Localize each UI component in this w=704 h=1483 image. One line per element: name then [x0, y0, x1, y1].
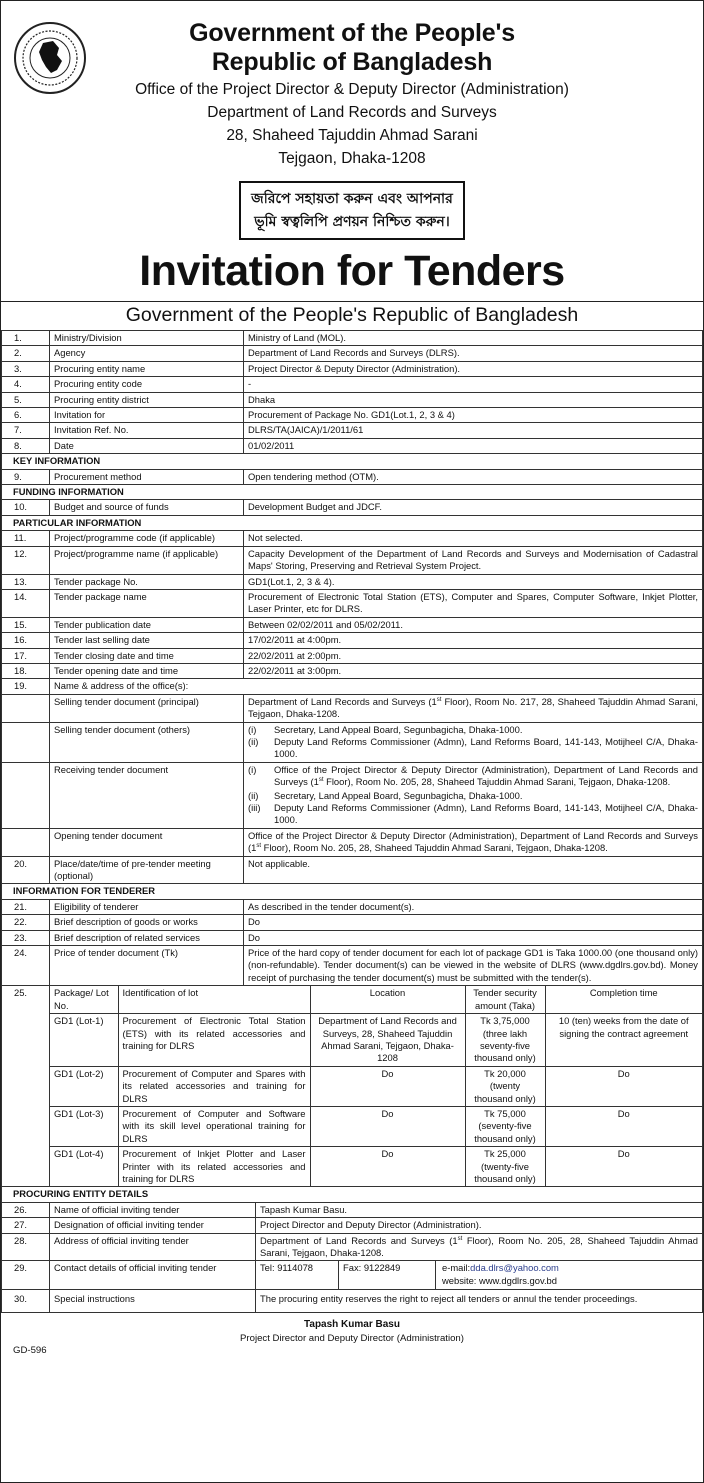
- lot-number: GD1 (Lot-2): [50, 1066, 118, 1106]
- row-label: Tender publication date: [50, 617, 244, 632]
- website-text: website: www.dgdlrs.gov.bd: [442, 1274, 557, 1286]
- row-label: Designation of official inviting tender: [50, 1218, 256, 1233]
- table-row: [2, 1203, 703, 1218]
- lot-identification: Procurement of Computer and Software with its skill level operational training for DLRS: [118, 1106, 310, 1146]
- row-number: 26.: [2, 1203, 50, 1218]
- row-value: Dhaka: [244, 392, 703, 407]
- list-text: Secretary, Land Appeal Board, Segunbagicha, Dhaka-1000.: [274, 789, 523, 801]
- notice-header: [1, 1, 703, 301]
- table-row: [2, 361, 703, 376]
- row-value: DLRS/TA(JAICA)/1/2011/61: [244, 423, 703, 438]
- row-number: 29.: [2, 1261, 50, 1290]
- table-row: [2, 546, 703, 574]
- gov-line: Government of the People's Republic of Bangladesh: [1, 301, 703, 330]
- row-number: 27.: [2, 1218, 50, 1233]
- row-label: Project/programme name (if applicable): [50, 546, 244, 574]
- contact-tel: Tel: 9114078: [256, 1261, 339, 1289]
- section-tenderer-info: INFORMATION FOR TENDERER: [2, 884, 703, 899]
- row-value: 22/02/2011 at 2:00pm.: [244, 648, 703, 663]
- row-label: Ministry/Division: [50, 331, 244, 346]
- signer-designation: Project Director and Deputy Director (Administration): [240, 1332, 464, 1344]
- lot-location: Do: [310, 1147, 465, 1187]
- list-text: Secretary, Land Appeal Board, Segunbagicha, Dhaka-1000.: [274, 723, 523, 735]
- selling-principal-a: Department of Land Records and Surveys (1: [248, 695, 437, 707]
- section-funding-info: FUNDING INFORMATION: [2, 485, 703, 500]
- lot-location: Department of Land Records and Surveys, 28, Shaheed Tajuddin Ahmad Sarani, Tejgaon, Dhaka-1208: [310, 1014, 465, 1067]
- superscript-st: st: [457, 1235, 463, 1242]
- table-row: [2, 828, 703, 856]
- lot-security: Tk 3,75,000 (three lakh seventy-five thousand only): [465, 1014, 545, 1067]
- row-number: 22.: [2, 915, 50, 930]
- row-value: [244, 828, 703, 856]
- lots-header: Identification of lot: [118, 986, 310, 1013]
- section-heading: [2, 884, 703, 899]
- selling-principal-b: Floor), Room No. 217, 28, Shaheed Tajuddin Ahmad Sarani, Tejgaon, Dhaka-1208.: [248, 695, 698, 720]
- row-number: 2.: [2, 346, 50, 361]
- row-value: 17/02/2011 at 4:00pm.: [244, 633, 703, 648]
- table-row: [2, 346, 703, 361]
- row-label: Tender closing date and time: [50, 648, 244, 663]
- superscript-st: st: [318, 777, 324, 784]
- row-number: 11.: [2, 531, 50, 546]
- row-label: Brief description of related services: [50, 930, 244, 945]
- lots-row: [2, 986, 703, 1187]
- lot-row: [50, 1106, 702, 1146]
- table-row: [2, 915, 703, 930]
- contact-fax: Fax: 9122849: [339, 1261, 436, 1289]
- table-row: [2, 1218, 703, 1233]
- row-label: Tender opening date and time: [50, 663, 244, 678]
- table-row: [2, 331, 703, 346]
- list-marker: (ii): [248, 789, 259, 801]
- main-title: Invitation for Tenders: [139, 247, 565, 295]
- table-row: [2, 617, 703, 632]
- row-label: Place/date/time of pre-tender meeting (optional): [50, 856, 244, 884]
- table-row: [2, 531, 703, 546]
- table-row: [2, 408, 703, 423]
- row-label: Contact details of official inviting tender: [50, 1261, 256, 1290]
- row-value: Department of Land Records and Surveys (DLRS).: [244, 346, 703, 361]
- row-value: [244, 722, 703, 762]
- table-row: [2, 1261, 703, 1290]
- tender-table: [1, 330, 703, 1203]
- row-number: 10.: [2, 500, 50, 515]
- row-label: Procuring entity name: [50, 361, 244, 376]
- table-row: [2, 722, 703, 762]
- row-value: Price of the hard copy of tender document for each lot of package GD1 is Taka 1000.00 (one thousand only) (non-refundable). Tender document(s) can be viewed in the website of DLRS (www.dgdlrs.gov.bd). Money receipt of purchasing the tender document(s) must be submitted with the tender(s).: [244, 946, 703, 986]
- section-procuring-entity: PROCURING ENTITY DETAILS: [2, 1187, 703, 1202]
- row-number: 13.: [2, 574, 50, 589]
- row-number: 19.: [2, 679, 50, 694]
- table-row: [2, 679, 703, 694]
- row-value: Do: [244, 915, 703, 930]
- row-value: The procuring entity reserves the right to reject all tenders or annul the tender proceedings.: [256, 1290, 703, 1312]
- row-value: Between 02/02/2011 and 05/02/2011.: [244, 617, 703, 632]
- opening-value-b: Floor), Room No. 205, 28, Shaheed Tajuddin Ahmad Sarani, Tejgaon, Dhaka-1208.: [261, 842, 608, 854]
- row-label: Address of official inviting tender: [50, 1233, 256, 1261]
- notice-code: GD-596: [13, 1344, 47, 1356]
- row-number: 30.: [2, 1290, 50, 1312]
- lot-location: Do: [310, 1106, 465, 1146]
- list-item: [248, 790, 698, 802]
- contact-details: [256, 1261, 702, 1289]
- row-label: Opening tender document: [50, 828, 244, 856]
- row-value: Ministry of Land (MOL).: [244, 331, 703, 346]
- lot-identification: Procurement of Inkjet Plotter and Laser Printer with its related accessories and training for DLRS: [118, 1147, 310, 1187]
- row-label: Procuring entity district: [50, 392, 244, 407]
- row-value: As described in the tender document(s).: [244, 899, 703, 914]
- row-number: 21.: [2, 899, 50, 914]
- row-value: Development Budget and JDCF.: [244, 500, 703, 515]
- list-text: [274, 764, 698, 789]
- row-value: Not selected.: [244, 531, 703, 546]
- address-a: Department of Land Records and Surveys (1: [260, 1234, 458, 1246]
- row-value: 22/02/2011 at 3:00pm.: [244, 663, 703, 678]
- contact-web: [436, 1261, 565, 1289]
- government-seal-icon: [13, 21, 87, 95]
- row-value: Do: [244, 930, 703, 945]
- row-number: 6.: [2, 408, 50, 423]
- lot-number: GD1 (Lot-1): [50, 1014, 118, 1067]
- row-value: Project Director & Deputy Director (Administration).: [244, 361, 703, 376]
- address-b: Floor), Room No. 205, 28, Shaheed Tajuddin Ahmad Sarani, Tejgaon, Dhaka-1208.: [260, 1234, 698, 1258]
- lot-number: GD1 (Lot-3): [50, 1106, 118, 1146]
- superscript-st: st: [436, 696, 442, 703]
- row-label: Special instructions: [50, 1290, 256, 1312]
- row-label: Brief description of goods or works: [50, 915, 244, 930]
- table-row: [2, 574, 703, 589]
- list-marker: (iii): [248, 802, 261, 813]
- lot-security: Tk 20,000 (twenty thousand only): [465, 1066, 545, 1106]
- table-row: [2, 589, 703, 617]
- superscript-st: st: [256, 843, 262, 850]
- row-label: Procuring entity code: [50, 377, 244, 392]
- row-value: -: [244, 377, 703, 392]
- row-label: Price of tender document (Tk): [50, 946, 244, 986]
- row-number: 17.: [2, 648, 50, 663]
- table-row: [2, 438, 703, 453]
- list-item: [248, 736, 698, 761]
- email-link[interactable]: dda.dlrs@yahoo.com: [470, 1262, 559, 1274]
- row-number-empty: [2, 828, 50, 856]
- header-address1: 28, Shaheed Tajuddin Ahmad Sarani: [226, 127, 478, 144]
- lots-header: Completion time: [545, 986, 702, 1013]
- row-value: 01/02/2011: [244, 438, 703, 453]
- row-label: Procurement method: [50, 469, 244, 484]
- row-number: 25.: [2, 986, 50, 1187]
- lot-row: [50, 1066, 702, 1106]
- row-label: Tender package name: [50, 589, 244, 617]
- row-number: 18.: [2, 663, 50, 678]
- table-row: [2, 633, 703, 648]
- header-address2: Tejgaon, Dhaka-1208: [278, 150, 426, 167]
- row-number: 20.: [2, 856, 50, 884]
- row-label: Name of official inviting tender: [50, 1203, 256, 1218]
- section-heading: [2, 515, 703, 530]
- row-number-empty: [2, 722, 50, 762]
- row-label: Invitation for: [50, 408, 244, 423]
- row-label: Agency: [50, 346, 244, 361]
- row-value: Procurement of Package No. GD1(Lot.1, 2, 3 & 4): [244, 408, 703, 423]
- row-label: Budget and source of funds: [50, 500, 244, 515]
- row-value: [244, 694, 703, 722]
- list-marker: (ii): [248, 735, 259, 747]
- row-number: 16.: [2, 633, 50, 648]
- row-value: Open tendering method (OTM).: [244, 469, 703, 484]
- row-label: Eligibility of tenderer: [50, 899, 244, 914]
- receiving-i-a: Office of the Project Director & Deputy Director (Administration), Department of Land Records and Surveys (1: [274, 763, 698, 788]
- lot-row: [50, 1147, 702, 1187]
- receiving-i-b: Floor), Room No. 205, 28, Shaheed Tajuddin Ahmad Sarani, Tejgaon, Dhaka-1208.: [323, 776, 671, 788]
- row-number: 12.: [2, 546, 50, 574]
- row-number: 15.: [2, 617, 50, 632]
- lots-header: Package/ Lot No.: [50, 986, 118, 1013]
- slogan-line1: জরিপে সহায়তা করুন এবং আপনার: [251, 191, 453, 207]
- row-value: GD1(Lot.1, 2, 3 & 4).: [244, 574, 703, 589]
- row-label: Selling tender document (principal): [50, 694, 244, 722]
- table-row: [2, 1233, 703, 1261]
- list-item: [248, 764, 698, 789]
- row-number: 7.: [2, 423, 50, 438]
- table-row: [2, 1290, 703, 1312]
- contact-cell: [256, 1261, 703, 1290]
- header-title-line2: Republic of Bangladesh: [211, 48, 493, 76]
- section-particular-info: PARTICULAR INFORMATION: [2, 515, 703, 530]
- row-number: 1.: [2, 331, 50, 346]
- row-label: Invitation Ref. No.: [50, 423, 244, 438]
- row-label: Name & address of the office(s):: [50, 679, 703, 694]
- table-row: [2, 694, 703, 722]
- row-value: Not applicable.: [244, 856, 703, 884]
- opening-value-a: Office of the Project Director & Deputy Director (Administration), Department of Land Records and Surveys (1: [248, 829, 698, 854]
- lot-security: Tk 25,000 (twenty-five thousand only): [465, 1147, 545, 1187]
- list-text: Deputy Land Reforms Commissioner (Admn), Land Reforms Board, 141-143, Motijheel C/A, Dhaka-1000.: [274, 802, 698, 826]
- lot-completion: 10 (ten) weeks from the date of signing the contract agreement: [545, 1014, 702, 1067]
- row-label: Date: [50, 438, 244, 453]
- table-row: [2, 648, 703, 663]
- row-number: 8.: [2, 438, 50, 453]
- row-number: 28.: [2, 1233, 50, 1261]
- lots-header-row: [50, 986, 702, 1013]
- lots-header: Tender security amount (Taka): [465, 986, 545, 1013]
- table-row: [2, 930, 703, 945]
- procuring-table: [1, 1203, 703, 1313]
- section-heading: [2, 454, 703, 469]
- row-label: Tender last selling date: [50, 633, 244, 648]
- row-number: 5.: [2, 392, 50, 407]
- row-number: 9.: [2, 469, 50, 484]
- row-value: [256, 1233, 703, 1261]
- lot-completion: Do: [545, 1066, 702, 1106]
- notice-footer: [1, 1313, 703, 1373]
- lots-cell: [50, 986, 703, 1187]
- row-label: Receiving tender document: [50, 762, 244, 828]
- list-item: [248, 802, 698, 827]
- list-text: Deputy Land Reforms Commissioner (Admn), Land Reforms Board, 141-143, Motijheel C/A, Dhaka-1000.: [274, 735, 698, 760]
- row-number-empty: [2, 762, 50, 828]
- lot-identification: Procurement of Electronic Total Station (ETS) with its related accessories and training for DLRS: [118, 1014, 310, 1067]
- row-number: 3.: [2, 361, 50, 376]
- section-heading: [2, 485, 703, 500]
- list-marker: (i): [248, 763, 257, 775]
- signature-block: [1, 1318, 703, 1346]
- table-row: [2, 762, 703, 828]
- row-number: 14.: [2, 589, 50, 617]
- table-row: [2, 946, 703, 986]
- lot-row: [50, 1014, 702, 1067]
- row-number-empty: [2, 694, 50, 722]
- row-number: 4.: [2, 377, 50, 392]
- lot-completion: Do: [545, 1147, 702, 1187]
- row-value: Tapash Kumar Basu.: [256, 1203, 703, 1218]
- section-heading: [2, 1187, 703, 1202]
- row-value: [244, 762, 703, 828]
- header-office: Office of the Project Director & Deputy Director (Administration): [135, 81, 569, 98]
- lots-table: [50, 986, 702, 1186]
- email-label: e-mail:: [442, 1262, 471, 1274]
- lot-number: GD1 (Lot-4): [50, 1147, 118, 1187]
- row-label: Project/programme code (if applicable): [50, 531, 244, 546]
- table-row: [2, 500, 703, 515]
- signer-name: Tapash Kumar Basu: [304, 1318, 400, 1330]
- lot-completion: Do: [545, 1106, 702, 1146]
- table-row: [2, 856, 703, 884]
- table-row: [2, 423, 703, 438]
- list-marker: (i): [248, 723, 257, 735]
- row-value: Capacity Development of the Department of Land Records and Surveys and Modernisation of Cadastral Maps' Storing, Preserving and Retrieval System Project.: [244, 546, 703, 574]
- table-row: [2, 469, 703, 484]
- header-title-line1: Government of the People's: [189, 19, 515, 47]
- row-label: Selling tender document (others): [50, 722, 244, 762]
- row-value: Procurement of Electronic Total Station (ETS), Computer and Spares, Computer Software, Inkjet Plotter, Laser Printer, etc for DLRS.: [244, 589, 703, 617]
- lot-identification: Procurement of Computer and Spares with its related accessories and training for DLRS: [118, 1066, 310, 1106]
- row-number: 23.: [2, 930, 50, 945]
- row-value: Project Director and Deputy Director (Administration).: [256, 1218, 703, 1233]
- lots-header: Location: [310, 986, 465, 1013]
- table-row: [2, 899, 703, 914]
- section-key-info: KEY INFORMATION: [2, 454, 703, 469]
- row-label: Tender package No.: [50, 574, 244, 589]
- table-row: [2, 392, 703, 407]
- header-department: Department of Land Records and Surveys: [207, 104, 497, 121]
- bangla-slogan-box: [239, 181, 465, 240]
- list-item: [248, 724, 698, 736]
- table-row: [2, 377, 703, 392]
- slogan-line2: ভূমি স্বত্বলিপি প্রণয়ন নিশ্চিত করুন।: [254, 214, 450, 230]
- row-number: 24.: [2, 946, 50, 986]
- table-row: [2, 663, 703, 678]
- lot-security: Tk 75,000 (seventy-five thousand only): [465, 1106, 545, 1146]
- lot-location: Do: [310, 1066, 465, 1106]
